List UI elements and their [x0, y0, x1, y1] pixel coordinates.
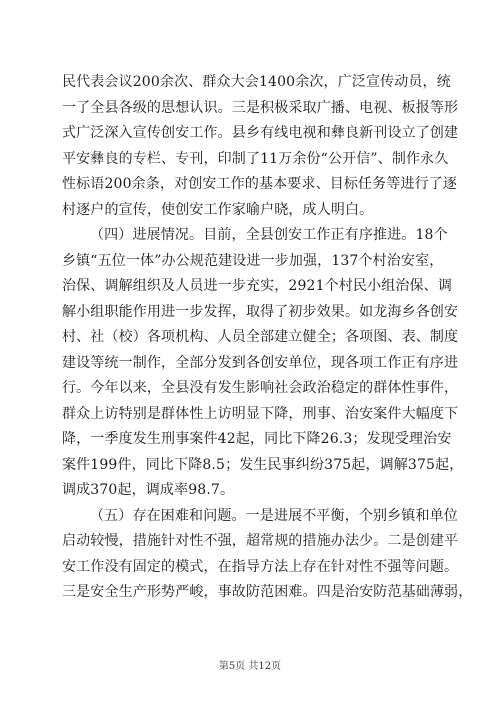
text-line: 治保、调解组织及人员进一步充实，2921个村民小组治保、调	[62, 278, 452, 294]
text-line: 调成370起，调成率98.7。	[62, 482, 235, 498]
section-heading-line: （五）存在困难和问题。一是进展不平衡，个别乡镇和单位	[90, 507, 458, 524]
text-line: 民代表会议200余次、群众大会1400余次，广泛宣传动员，统	[62, 74, 451, 90]
text-line: 解小组职能作用进一步发挥，取得了初步效果。如龙海乡各创安	[62, 303, 459, 320]
text-line: 三是安全生产形势严峻，事故防范困难。四是治安防范基础薄弱，	[62, 584, 473, 600]
text-line: 一了全县各级的思想认识。三是积极采取广播、电视、板报等形	[62, 99, 459, 116]
text-line: 式广泛深入宣传创安工作。县乡有线电视和彝良新刊设立了创建	[62, 125, 459, 141]
paragraph-problems	[62, 504, 473, 606]
section-heading-line: （四）进展情况。目前，全县创安工作正有序推进。18个	[90, 227, 448, 243]
text-line: 性标语200余条，对创安工作的基本要求、目标任务等进行了逐	[62, 176, 458, 192]
text-line: 安工作没有固定的模式，在指导方法上存在针对性不强等问题。	[62, 558, 459, 575]
paragraph-continued	[62, 70, 459, 223]
text-line: 平安彝良的专栏、专刊，印制了11万余份“公开信”、制作永久	[62, 150, 449, 167]
text-line: 乡镇“五位一体”办公规范建设进一步加强，137个村治安室，	[62, 252, 444, 269]
body-text	[62, 70, 473, 606]
text-line: 村、社（校）各项机构、人员全部建立健全；各项图、表、制度	[62, 329, 459, 345]
page-footer	[0, 657, 500, 672]
text-line: 案件199件，同比下降8.5；发生民事纠纷375起，调解375起，	[62, 456, 464, 473]
text-line: 行。今年以来，全县没有发生影响社会政治稳定的群体性事件，	[62, 380, 459, 396]
text-line: 降，一季度发生刑事案件42起，同比下降26.3；发现受理治安	[62, 431, 452, 447]
text-line: 启动较慢，措施针对性不强，超常规的措施办法少。二是创建平	[62, 533, 459, 549]
text-line: 建设等统一制作，全部分发到各创安单位，现各项工作正有序进	[62, 354, 459, 371]
text-line: 群众上访特别是群体性上访明显下降，刑事、治安案件大幅度下	[62, 405, 459, 422]
text-line: 村逐户的宣传，使创安工作家喻户晓，成人明白。	[62, 201, 374, 218]
paragraph-progress	[62, 223, 464, 504]
page-number: 第5页 共12页	[218, 661, 282, 672]
